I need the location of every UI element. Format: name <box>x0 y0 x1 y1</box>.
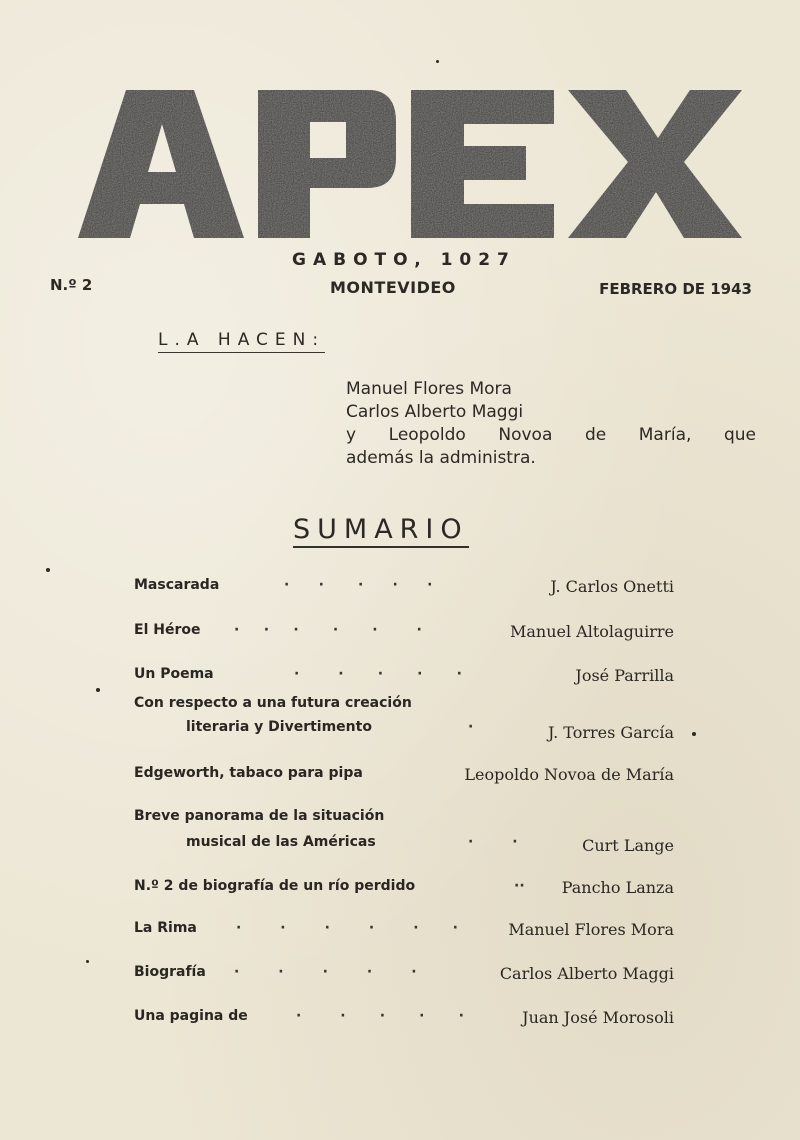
leader-dots: ·· <box>514 878 525 894</box>
contents-heading: SUMARIO <box>293 514 469 548</box>
credits-word: y <box>346 425 357 445</box>
address: GABOTO, 1027 <box>292 250 516 270</box>
leader-dots: · · · · · · <box>234 622 422 638</box>
toc-title: N.º 2 de biografía de un río perdido <box>134 878 416 894</box>
toc-title: El Héroe <box>134 622 201 638</box>
toc-entry <box>134 808 674 856</box>
leader-dots: · · · · · <box>296 1008 464 1024</box>
toc-title: Con respecto a una futura creación <box>134 695 412 711</box>
credits-word: de <box>584 425 607 445</box>
leader-dots: · · · · · <box>284 577 433 593</box>
paper-speck <box>86 960 89 963</box>
toc-author: Carlos Alberto Maggi <box>499 964 674 983</box>
leader-dots: · · · · · <box>234 964 417 980</box>
toc-author: Juan José Morosoli <box>522 1008 674 1027</box>
toc-entry <box>134 878 674 900</box>
credits-line-4: además la administra. <box>346 448 536 468</box>
credits-word: que <box>723 425 756 445</box>
toc-entry <box>134 666 674 688</box>
toc-title: Mascarada <box>134 577 220 593</box>
toc-author: J. Torres García <box>547 723 674 742</box>
credits-word: María, <box>638 425 692 445</box>
leader-dots: · · <box>468 834 518 850</box>
toc-title: Una pagina de <box>134 1008 248 1024</box>
paper-speck <box>46 568 50 572</box>
toc-title-continued: literaria y Divertimento <box>186 719 372 735</box>
city: MONTEVIDEO <box>330 278 456 297</box>
toc-entry <box>134 765 674 787</box>
toc-entry <box>134 622 674 644</box>
masthead-logo <box>78 88 742 240</box>
paper-speck <box>692 732 696 736</box>
toc-author: José Parrilla <box>575 666 674 685</box>
toc-entry <box>134 577 674 599</box>
toc-author: Leopoldo Novoa de María <box>464 765 674 784</box>
toc-title: La Rima <box>134 920 197 936</box>
credits-word: Novoa <box>498 425 553 445</box>
credits-block <box>346 378 756 470</box>
masthead <box>78 88 742 240</box>
toc-entry <box>134 964 674 986</box>
toc-entry <box>134 1008 674 1030</box>
credits-word: Leopoldo <box>388 425 466 445</box>
toc-entry <box>134 920 674 942</box>
paper-speck <box>96 688 100 692</box>
credits-line-2: Carlos Alberto Maggi <box>346 402 524 422</box>
toc-author: Pancho Lanza <box>561 878 674 897</box>
toc-author: Manuel Altolaguirre <box>509 622 674 641</box>
toc-author: Curt Lange <box>582 836 674 855</box>
issue-date: FEBRERO DE 1943 <box>599 280 752 298</box>
credits-line-1: Manuel Flores Mora <box>346 379 512 399</box>
toc-title: Edgeworth, tabaco para pipa <box>134 765 363 781</box>
toc-author: J. Carlos Onetti <box>550 577 674 596</box>
toc-title: Un Poema <box>134 666 214 682</box>
toc-author: Manuel Flores Mora <box>508 920 674 939</box>
leader-dots: · <box>468 719 474 735</box>
toc-title-continued: musical de las Américas <box>186 834 376 850</box>
toc-entry <box>134 695 674 743</box>
credits-heading: L.A HACEN: <box>158 330 325 353</box>
toc-title: Biografía <box>134 964 206 980</box>
issue-number: N.º 2 <box>50 276 93 294</box>
leader-dots: · · · · · <box>294 666 462 682</box>
credits-line-3 <box>346 424 756 447</box>
paper-speck <box>436 60 439 63</box>
toc-title: Breve panorama de la situación <box>134 808 385 824</box>
leader-dots: · · · · · · <box>236 920 458 936</box>
